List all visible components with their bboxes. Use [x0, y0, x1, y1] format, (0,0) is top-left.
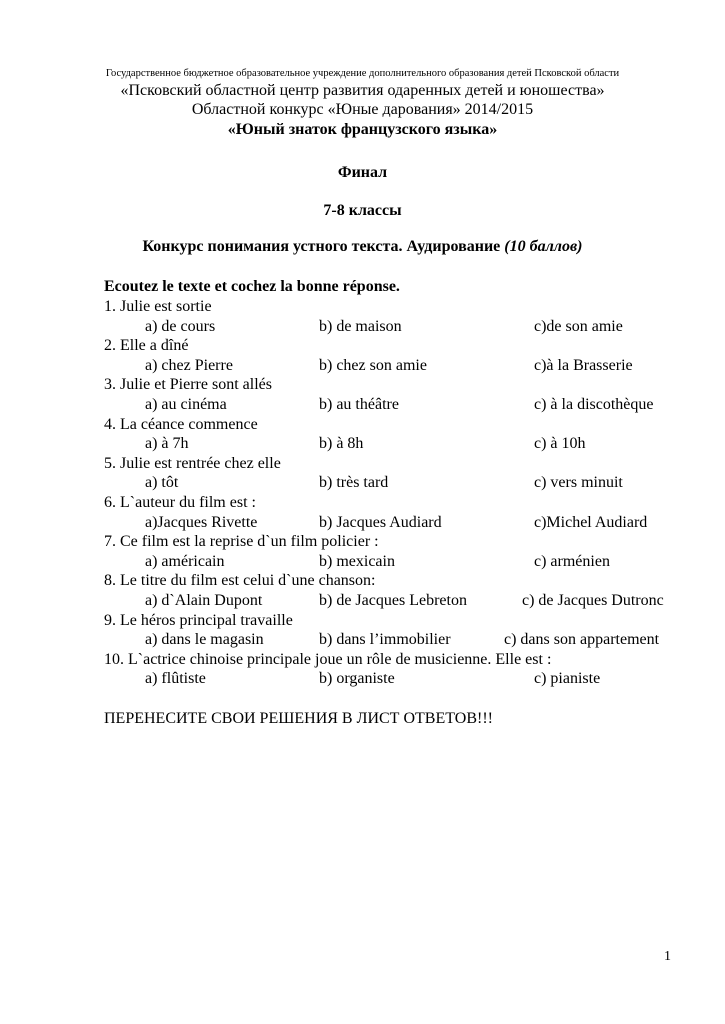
question-text: 9. Le héros principal travaille	[104, 611, 293, 629]
options-row	[104, 591, 704, 611]
options-row	[104, 356, 704, 376]
option-b: b) Jacques Audiard	[319, 513, 442, 531]
question-7	[104, 532, 704, 571]
option-b: b) mexicain	[319, 552, 395, 570]
document-title: «Юный знаток французского языка»	[227, 121, 498, 138]
contest-name: Областной конкурс «Юные дарования» 2014/2015	[191, 101, 534, 118]
option-b: b) très tard	[319, 474, 389, 492]
option-c: c) dans son appartement	[504, 631, 660, 649]
question-4	[104, 415, 704, 454]
option-b: b) chez son amie	[319, 356, 427, 374]
question-2	[104, 336, 704, 375]
instruction: Ecoutez le texte et cochez la bonne réponse.	[104, 278, 400, 295]
center-name: «Псковский областной центр развития одаренных детей и юношества»	[120, 82, 605, 99]
option-c: c)de son amie	[534, 317, 623, 335]
grades-heading: 7-8 классы	[323, 202, 402, 219]
question-9	[104, 611, 704, 650]
options-row	[104, 630, 704, 650]
option-a: a) à 7h	[145, 435, 189, 453]
option-b: b) de Jacques Lebreton	[319, 591, 467, 609]
options-row	[104, 395, 704, 415]
question-text: 5. Julie est rentrée chez elle	[104, 454, 281, 472]
options-row	[104, 473, 704, 493]
question-text: 10. L`actrice chinoise principale joue un rôle de musicienne. Elle est :	[104, 650, 552, 668]
option-c: c)à la Brasserie	[534, 356, 633, 374]
options-row	[104, 552, 704, 572]
page-number: 1	[664, 949, 671, 964]
question-text: 4. La céance commence	[104, 415, 258, 433]
option-a: a) au cinéma	[145, 395, 227, 413]
question-1	[104, 297, 704, 336]
option-a: a) d`Alain Dupont	[145, 591, 263, 609]
option-b: b) à 8h	[319, 435, 364, 453]
question-text: 6. L`auteur du film est :	[104, 493, 256, 511]
institution-line: Государственное бюджетное образовательное учреждение дополнительного образования детей Псковской области	[105, 68, 620, 79]
option-a: a) américain	[145, 552, 225, 570]
option-c: c) arménien	[534, 552, 610, 570]
option-b: b) organiste	[319, 670, 395, 688]
options-row	[104, 317, 704, 337]
option-a: a) chez Pierre	[145, 356, 233, 374]
option-a: a) tôt	[145, 474, 179, 492]
question-text: 1. Julie est sortie	[104, 298, 212, 315]
option-c: c) de Jacques Dutronc	[522, 591, 664, 609]
question-5	[104, 454, 704, 493]
option-a: a) dans le magasin	[145, 631, 264, 649]
transfer-answers-note: ПЕРЕНЕСИТЕ СВОИ РЕШЕНИЯ В ЛИСТ ОТВЕТОВ!!!	[104, 710, 493, 727]
question-10	[104, 650, 704, 689]
task-heading	[0, 238, 725, 256]
option-c: c) à la discothèque	[534, 395, 654, 413]
option-b: b) de maison	[319, 317, 402, 335]
question-8	[104, 571, 704, 610]
option-a: a)Jacques Rivette	[145, 513, 258, 531]
question-text: 8. Le titre du film est celui d`une chanson:	[104, 572, 376, 590]
question-text: 7. Ce film est la reprise d`un film policier :	[104, 533, 379, 551]
option-a: a) flûtiste	[145, 670, 206, 688]
task-title: Конкурс понимания устного текста. Аудирование	[142, 238, 501, 255]
option-b: b) au théâtre	[319, 395, 399, 413]
option-a: a) de cours	[145, 317, 216, 335]
task-points: (10 баллов)	[504, 238, 583, 255]
question-3	[104, 375, 704, 414]
options-row	[104, 434, 704, 454]
options-row	[104, 513, 704, 533]
option-c: c) vers minuit	[534, 474, 623, 492]
question-text: 3. Julie et Pierre sont allés	[104, 376, 272, 394]
option-c: c)Michel Audiard	[534, 513, 648, 531]
option-b: b) dans l’immobilier	[319, 631, 451, 649]
options-row	[104, 669, 704, 689]
question-list	[104, 297, 704, 689]
question-text: 2. Elle a dîné	[104, 337, 189, 355]
option-c: c) pianiste	[534, 670, 601, 688]
stage-heading: Финал	[337, 164, 388, 181]
option-c: c) à 10h	[534, 435, 586, 453]
question-6	[104, 493, 704, 532]
